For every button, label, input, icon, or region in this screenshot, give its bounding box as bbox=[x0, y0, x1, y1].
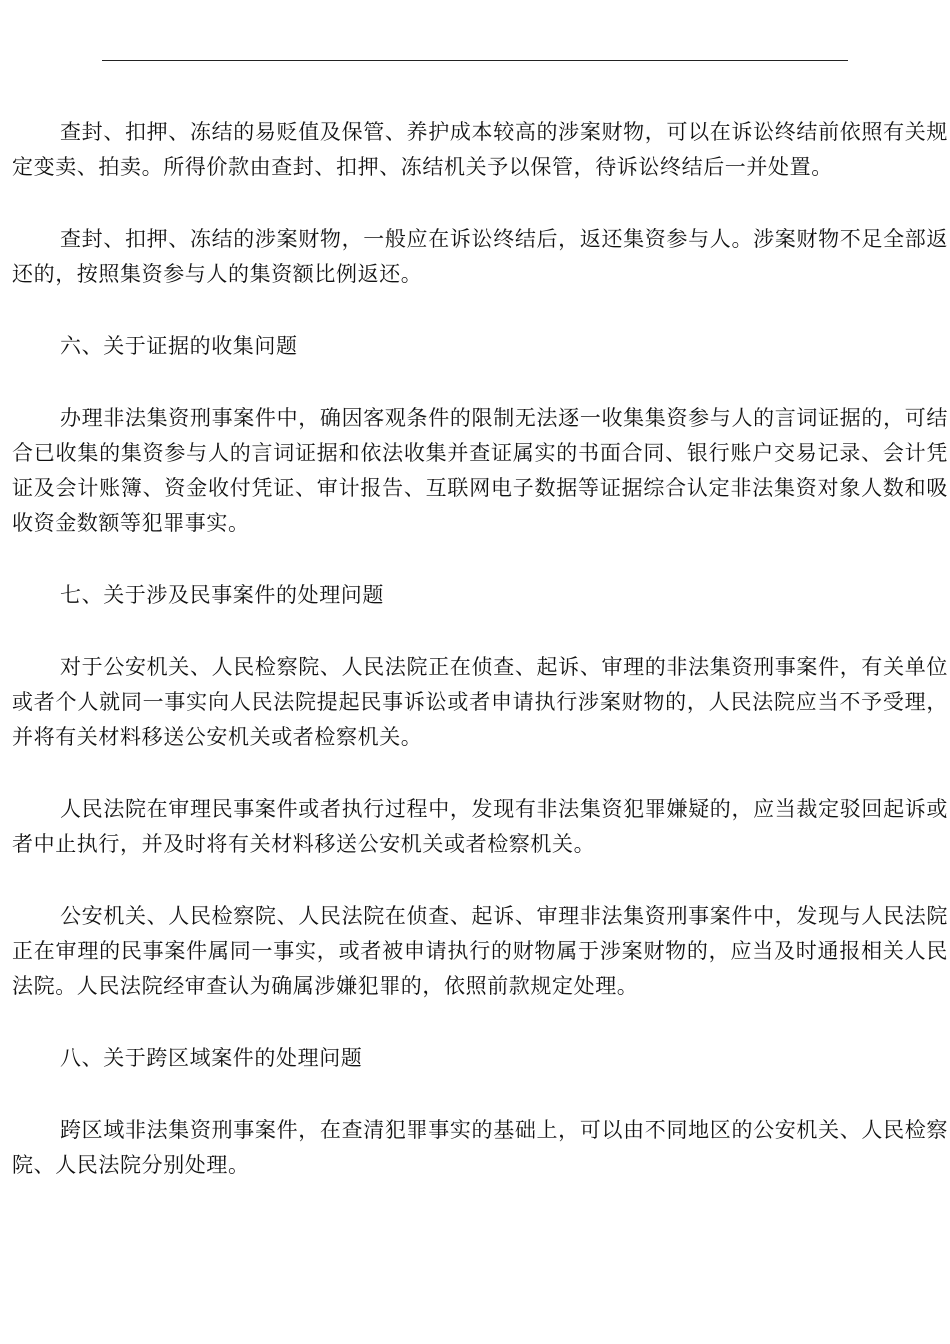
paragraph-civil-not-accepted: 对于公安机关、人民检察院、人民法院正在侦查、起诉、审理的非法集资刑事案件，有关单位或者个人就同一事实向人民法院提起民事诉讼或者申请执行涉案财物的，人民法院应当不予受理，并将有关材料移送公安机关或者检察机关。 bbox=[12, 655, 948, 749]
paragraph-property-return: 查封、扣押、冻结的涉案财物，一般应在诉讼终结后，返还集资参与人。涉案财物不足全部返还的，按照集资参与人的集资额比例返还。 bbox=[12, 227, 948, 286]
paragraph-cross-region-handling: 跨区域非法集资刑事案件，在查清犯罪事实的基础上，可以由不同地区的公安机关、人民检察院、人民法院分别处理。 bbox=[12, 1118, 948, 1177]
paragraph-seized-property-disposal: 查封、扣押、冻结的易贬值及保管、养护成本较高的涉案财物，可以在诉讼终结前依照有关规定变卖、拍卖。所得价款由查封、扣押、冻结机关予以保管，待诉讼终结后一并处置。 bbox=[12, 120, 948, 179]
section-heading-cross-region: 八、关于跨区域案件的处理问题 bbox=[60, 1046, 363, 1070]
section-heading-evidence: 六、关于证据的收集问题 bbox=[60, 334, 298, 358]
header-rule bbox=[102, 60, 848, 61]
paragraph-civil-dismissal: 人民法院在审理民事案件或者执行过程中，发现有非法集资犯罪嫌疑的，应当裁定驳回起诉或者中止执行，并及时将有关材料移送公安机关或者检察机关。 bbox=[12, 797, 948, 856]
paragraph-notify-court: 公安机关、人民检察院、人民法院在侦查、起诉、审理非法集资刑事案件中，发现与人民法院正在审理的民事案件属同一事实，或者被申请执行的财物属于涉案财物的，应当及时通报相关人民法院。人民法院经审查认为确属涉嫌犯罪的，依照前款规定处理。 bbox=[12, 904, 948, 998]
paragraph-evidence-collection: 办理非法集资刑事案件中，确因客观条件的限制无法逐一收集集资参与人的言词证据的，可结合已收集的集资参与人的言词证据和依法收集并查证属实的书面合同、银行账户交易记录、会计凭证及会计账簿、资金收付凭证、审计报告、互联网电子数据等证据综合认定非法集资对象人数和吸收资金数额等犯罪事实。 bbox=[12, 406, 948, 535]
document-body bbox=[12, 115, 948, 1220]
section-heading-civil-cases: 七、关于涉及民事案件的处理问题 bbox=[60, 583, 384, 607]
